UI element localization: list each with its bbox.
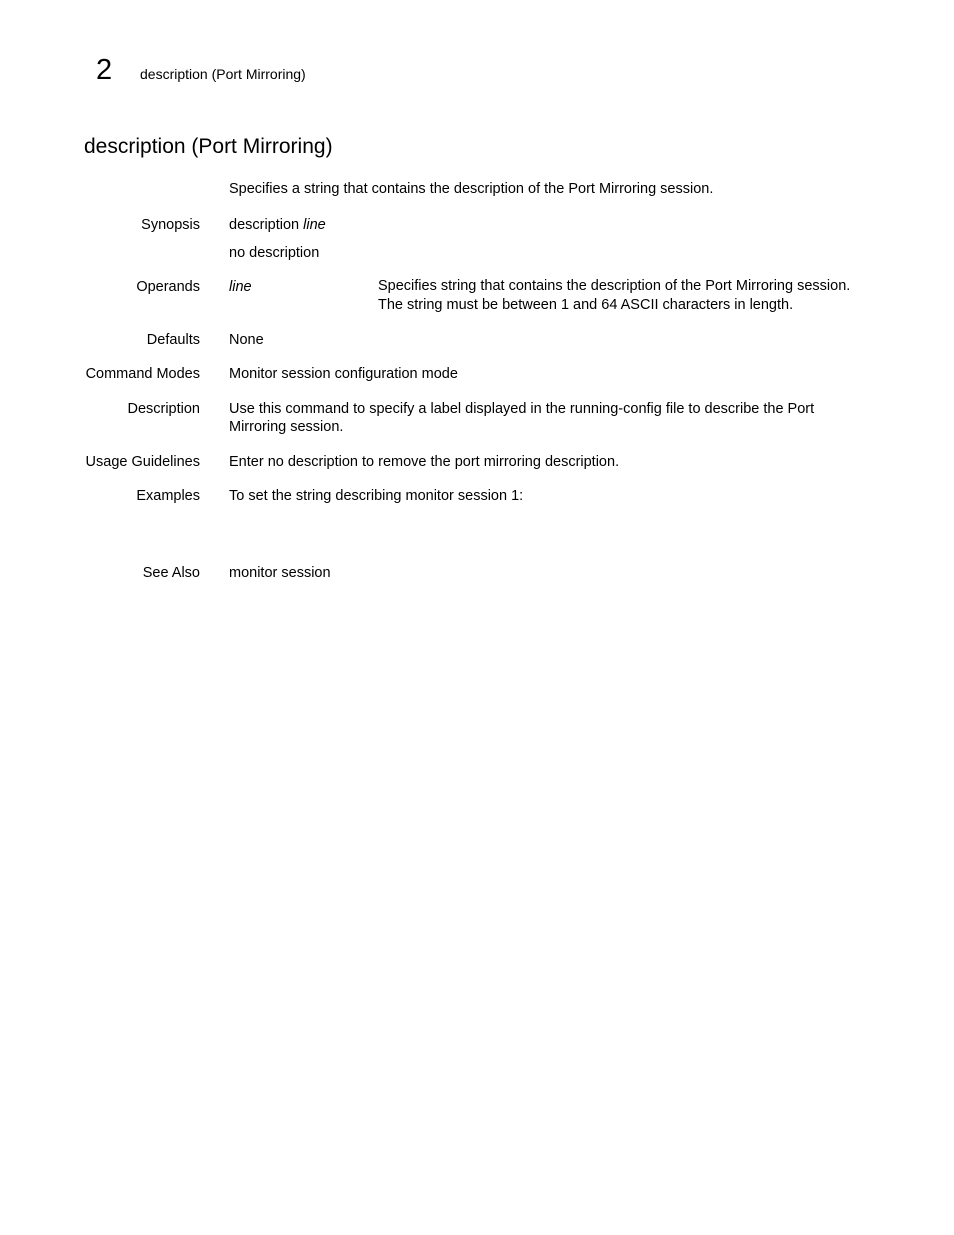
page-title: description (Port Mirroring) (84, 135, 333, 158)
usage-guidelines-text (229, 453, 619, 471)
running-head: description (Port Mirroring) (140, 66, 306, 82)
description-label: Description (127, 401, 200, 417)
usage-prefix: Enter (229, 454, 264, 470)
synopsis-label: Synopsis (141, 217, 200, 233)
operand-description-line-2: The string must be between 1 and 64 ASCII characters in length. (378, 297, 794, 313)
examples-label: Examples (136, 488, 200, 504)
command-modes-label: Command Modes (85, 366, 200, 382)
synopsis-command: description (229, 217, 300, 233)
synopsis-argument: line (303, 217, 326, 233)
synopsis-line-2: no description (229, 245, 320, 261)
examples-text: To set the string describing monitor session 1: (229, 488, 524, 504)
operand-name: line (229, 279, 252, 295)
operands-label: Operands (136, 279, 200, 295)
operand-description (378, 277, 898, 315)
usage-command: no description (267, 454, 358, 470)
description-text: Use this command to specify a label displayed in the running-config file to describe the Port Mirroring session. (229, 401, 815, 435)
chapter-number: 2 (96, 54, 113, 86)
command-modes-text: Monitor session configuration mode (229, 366, 458, 382)
usage-guidelines-label: Usage Guidelines (85, 454, 200, 470)
intro-text: Specifies a string that contains the description of the Port Mirroring session. (229, 181, 714, 197)
defaults-label: Defaults (146, 332, 200, 348)
synopsis-line-1 (229, 216, 326, 234)
defaults-text: None (229, 332, 264, 348)
see-also-label: See Also (142, 565, 200, 581)
usage-suffix: to remove the port mirroring description. (362, 454, 620, 470)
see-also-link[interactable]: monitor session (229, 565, 331, 581)
operand-description-line-1: Specifies string that contains the description of the Port Mirroring session. (378, 278, 851, 294)
